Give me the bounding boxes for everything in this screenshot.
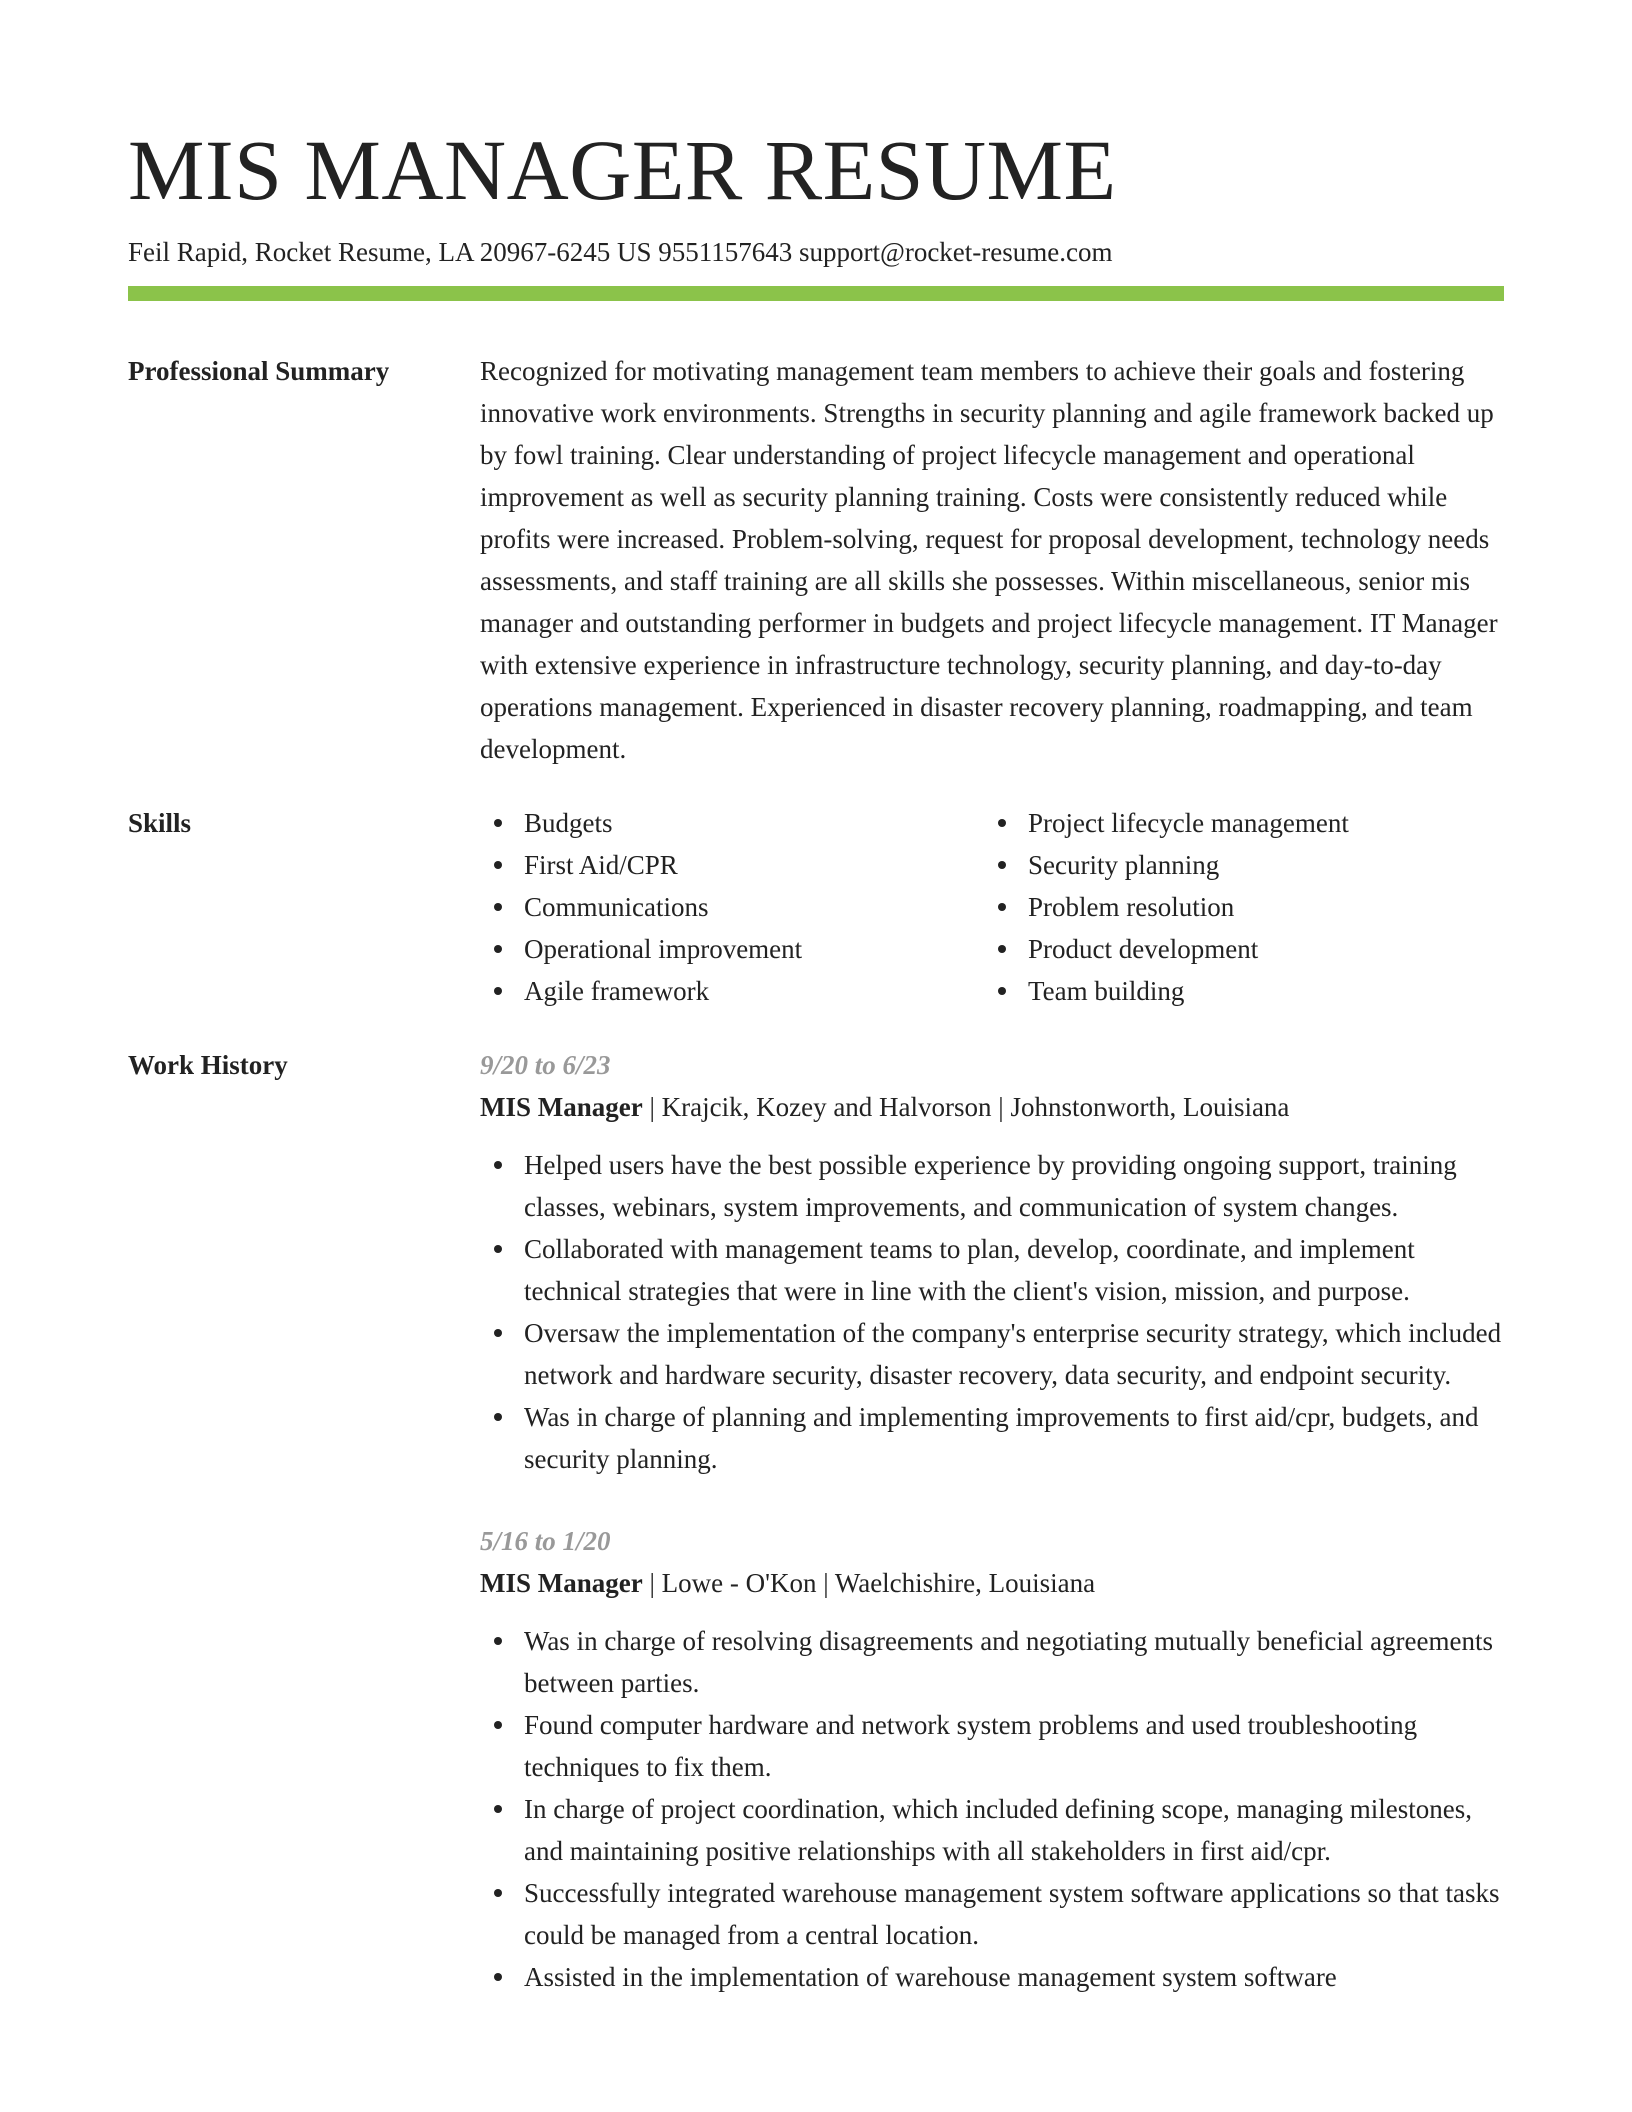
job-bullet: Oversaw the implementation of the company's enterprise security strategy, which included network and hardware security, disaster recovery, data security, and endpoint security.	[480, 1312, 1506, 1396]
job-title-line	[480, 1086, 1506, 1128]
job-entry	[480, 1520, 1506, 1998]
job-bullet: Collaborated with management teams to plan, develop, coordinate, and implement technical strategies that were in line with the client's vision, mission, and purpose.	[480, 1228, 1506, 1312]
skill-item: Problem resolution	[984, 886, 1488, 928]
resume-header	[128, 118, 1504, 270]
job-role: MIS Manager	[480, 1568, 643, 1598]
job-bullet: Helped users have the best possible experience by providing ongoing support, training classes, webinars, system improvements, and communication of system changes.	[480, 1144, 1506, 1228]
skill-item: Project lifecycle management	[984, 802, 1488, 844]
work-history-heading: Work History	[128, 1050, 288, 1080]
job-entry	[480, 1044, 1506, 1480]
job-company-location: | Krajcik, Kozey and Halvorson | Johnstonworth, Louisiana	[642, 1092, 1290, 1122]
contact-info: Feil Rapid, Rocket Resume, LA 20967-6245 US 9551157643 support@rocket-resume.com	[128, 237, 1113, 267]
skills-heading: Skills	[128, 808, 192, 838]
skill-item: Product development	[984, 928, 1488, 970]
job-bullets	[480, 1620, 1506, 1998]
job-dates: 5/16 to 1/20	[480, 1526, 611, 1556]
skill-item: First Aid/CPR	[480, 844, 984, 886]
skill-item: Team building	[984, 970, 1488, 1012]
skill-item: Communications	[480, 886, 984, 928]
job-bullet: Found computer hardware and network system problems and used troubleshooting techniques to fix them.	[480, 1704, 1506, 1788]
job-bullet: Was in charge of resolving disagreements and negotiating mutually beneficial agreements between parties.	[480, 1620, 1506, 1704]
summary-text: Recognized for motivating management team members to achieve their goals and fostering innovative work environments. Strengths in security planning and agile framework backed up by fowl training. Clear understanding of project lifecycle management and operational improvement as well as security planning training. Costs were consistently reduced while profits were increased. Problem-solving, request for proposal development, technology needs assessments, and staff training are all skills she possesses. Within miscellaneous, senior mis manager and outstanding performer in budgets and project lifecycle management. IT Manager with extensive experience in infrastructure technology, security planning, and day-to-day operations management. Experienced in disaster recovery planning, roadmapping, and team development.	[480, 356, 1498, 764]
job-bullet: Was in charge of planning and implementing improvements to first aid/cpr, budgets, and security planning.	[480, 1396, 1506, 1480]
job-bullet: Assisted in the implementation of warehouse management system software	[480, 1956, 1506, 1998]
job-role: MIS Manager	[480, 1092, 643, 1122]
summary-heading: Professional Summary	[128, 356, 390, 386]
job-bullet: In charge of project coordination, which included defining scope, managing milestones, and maintaining positive relationships with all stakeholders in first aid/cpr.	[480, 1788, 1506, 1872]
skill-item: Budgets	[480, 802, 984, 844]
skill-item: Operational improvement	[480, 928, 984, 970]
job-bullets	[480, 1144, 1506, 1480]
work-history-body	[480, 1044, 1506, 2038]
skills-body	[480, 802, 1506, 1012]
accent-divider	[128, 286, 1504, 301]
resume-title: MIS MANAGER RESUME	[128, 122, 1117, 218]
skill-item: Agile framework	[480, 970, 984, 1012]
summary-body	[480, 350, 1506, 770]
skill-item: Security planning	[984, 844, 1488, 886]
job-bullet: Successfully integrated warehouse management system software applications so that tasks could be managed from a central location.	[480, 1872, 1506, 1956]
job-title-line	[480, 1562, 1506, 1604]
job-company-location: | Lowe - O'Kon | Waelchishire, Louisiana	[642, 1568, 1096, 1598]
skills-list	[480, 802, 1506, 1012]
job-dates: 9/20 to 6/23	[480, 1050, 611, 1080]
